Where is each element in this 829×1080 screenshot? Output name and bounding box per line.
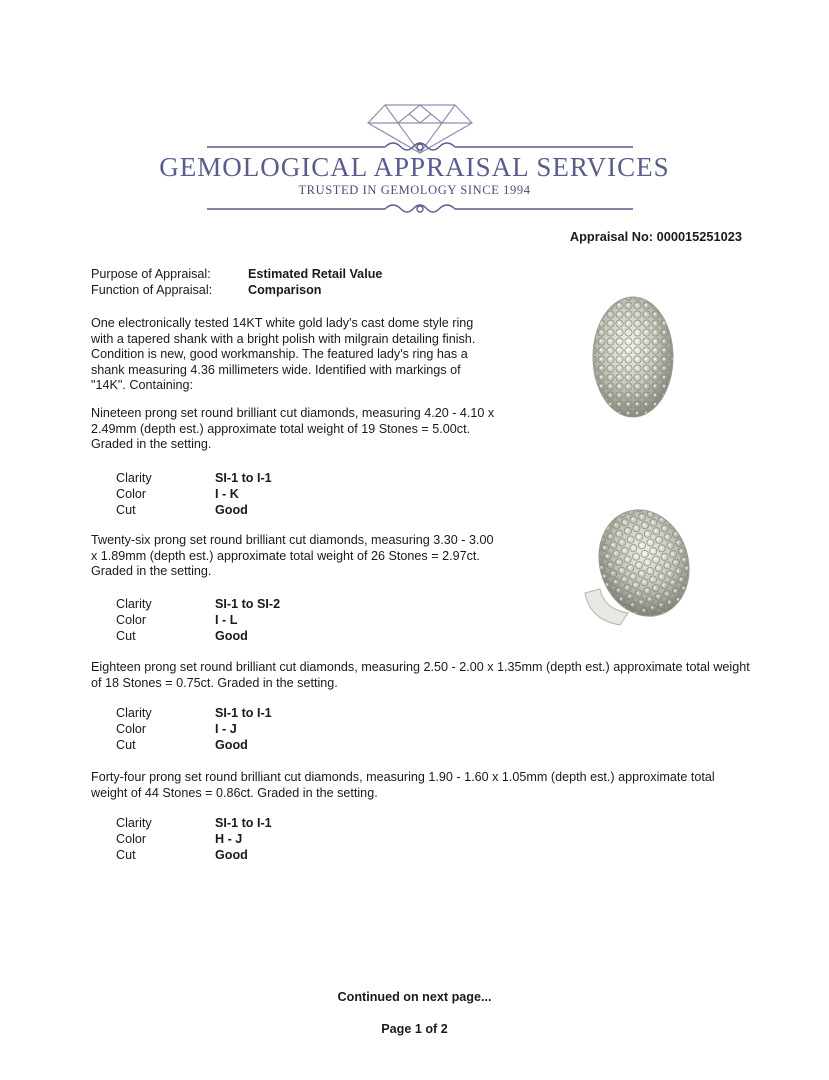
company-name: GEMOLOGICAL APPRAISAL SERVICES — [159, 152, 670, 182]
cut-label: Cut — [116, 737, 136, 752]
color-value: I - J — [215, 721, 237, 736]
color-value: I - K — [215, 486, 239, 501]
cut-value: Good — [215, 737, 248, 752]
ring-photo-top-view — [588, 292, 678, 422]
clarity-value: SI-1 to I-1 — [215, 471, 272, 485]
grade-block-2 — [116, 597, 280, 644]
stone-description-2: Twenty-six prong set round brilliant cut diamonds, measuring 3.30 - 3.00 x 1.89mm (depth est.) approximate total weight of 26 Stones = 2.97ct. Graded in the setting. — [91, 533, 494, 579]
cut-label: Cut — [116, 628, 136, 643]
function-row — [91, 282, 382, 298]
cut-value: Good — [215, 628, 248, 643]
clarity-label: Clarity — [116, 471, 152, 485]
ring-photo-side-view — [580, 505, 695, 630]
clarity-label: Clarity — [116, 597, 152, 611]
page-number: Page 1 of 2 — [381, 1022, 448, 1036]
clarity-label: Clarity — [116, 706, 152, 720]
cut-value: Good — [215, 847, 248, 862]
stone-description-3: Eighteen prong set round brilliant cut diamonds, measuring 2.50 - 2.00 x 1.35mm (depth est.) approximate total weight of 18 Stones = 0.75ct. Graded in the setting. — [91, 660, 750, 690]
color-label: Color — [116, 486, 147, 501]
grade-block-3 — [116, 706, 272, 753]
grade-block-1 — [116, 471, 272, 518]
color-value: H - J — [215, 831, 243, 846]
cut-label: Cut — [116, 502, 136, 517]
color-label: Color — [116, 721, 147, 736]
clarity-value: SI-1 to I-1 — [215, 816, 272, 830]
clarity-label: Clarity — [116, 816, 152, 830]
purpose-row — [91, 266, 382, 282]
continued-note: Continued on next page... — [337, 990, 492, 1004]
company-tagline: TRUSTED IN GEMOLOGY SINCE 1994 — [298, 183, 531, 197]
clarity-value: SI-1 to SI-2 — [215, 597, 281, 611]
color-label: Color — [116, 612, 147, 627]
stone-description-4: Forty-four prong set round brilliant cut diamonds, measuring 1.90 - 1.60 x 1.05mm (depth est.) approximate total weight of 44 Stones = 0.86ct. Graded in the setting. — [91, 770, 715, 800]
stone-description-1: Nineteen prong set round brilliant cut diamonds, measuring 4.20 - 4.10 x 2.49mm (depth est.) approximate total weight of 19 Stones = 5.00ct. Graded in the setting. — [91, 406, 495, 452]
function-label: Function of Appraisal: — [91, 283, 213, 297]
grade-block-4 — [116, 816, 272, 863]
color-value: I - L — [215, 612, 238, 627]
cut-value: Good — [215, 502, 248, 517]
color-label: Color — [116, 831, 147, 846]
appraisal-number: Appraisal No: 000015251023 — [569, 229, 742, 244]
purpose-block — [91, 266, 382, 298]
clarity-value: SI-1 to I-1 — [215, 706, 272, 720]
function-value: Comparison — [248, 283, 322, 297]
item-description: One electronically tested 14KT white gold lady's cast dome style ring with a tapered shank with a bright polish with milgrain detailing finish. Condition is new, good workmanship. The featured lady's ring has a shank measuring 4.36 millimeters wide. Identified with markings of "14K". Containing: — [91, 316, 476, 393]
cut-label: Cut — [116, 847, 136, 862]
purpose-label: Purpose of Appraisal: — [91, 267, 211, 281]
purpose-value: Estimated Retail Value — [248, 267, 383, 281]
